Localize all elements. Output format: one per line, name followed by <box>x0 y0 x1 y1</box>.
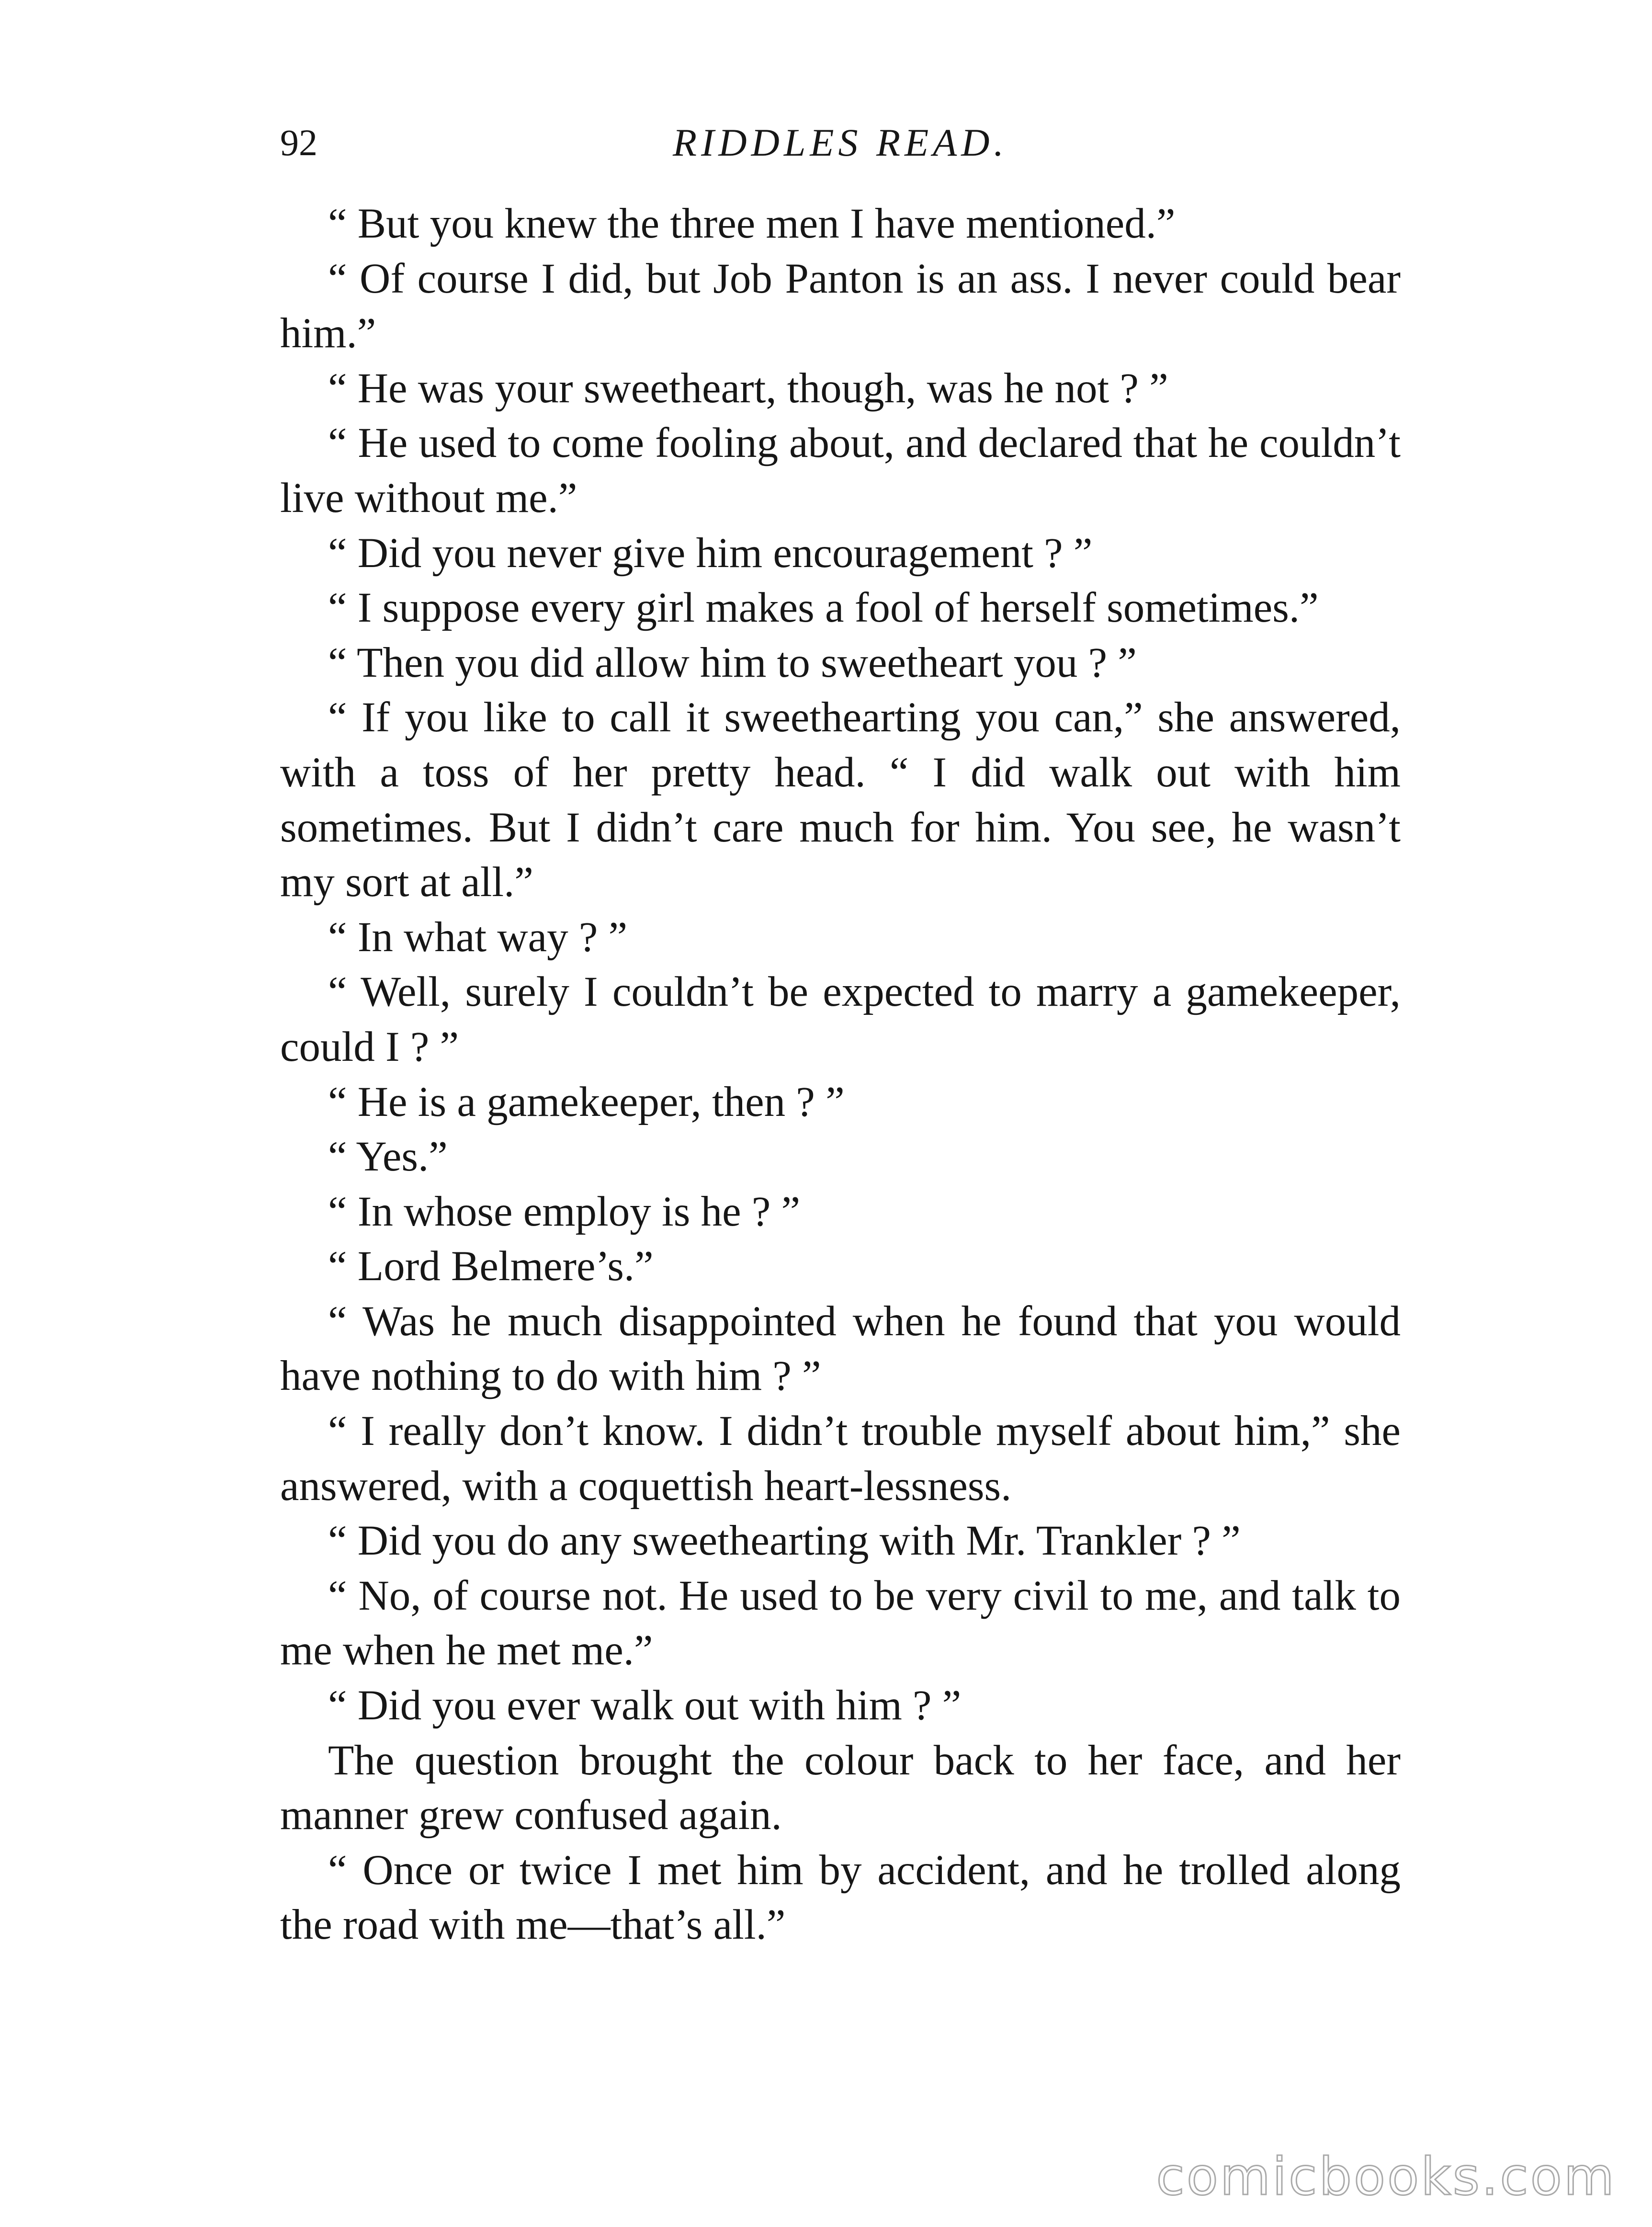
running-title: RIDDLES READ. <box>672 121 1008 164</box>
paragraph: “ I suppose every girl makes a fool of herself sometimes.” <box>328 584 1319 632</box>
paragraph: “ Yes.” <box>328 1133 448 1181</box>
paragraph: “ Did you do any sweethearting with Mr. Trankler ? ” <box>328 1517 1241 1565</box>
paragraph: “ No, of course not. He used to be very civil to me, and talk to me when he met me.” <box>280 1572 1401 1674</box>
paragraph: “ Well, surely I couldn’t be expected to marry a gamekeeper, could I ? ” <box>280 968 1401 1070</box>
paragraph: “ Lord Belmere’s.” <box>328 1243 654 1290</box>
paragraph: “ Then you did allow him to sweetheart you ? ” <box>328 639 1137 686</box>
paragraph: “ Of course I did, but Job Panton is an ass. I never could bear him.” <box>280 255 1401 357</box>
paragraph: “ In whose employ is he ? ” <box>328 1188 801 1235</box>
paragraph: “ Was he much disappointed when he found that you would have nothing to do with him ? ” <box>280 1297 1401 1400</box>
paragraph: “ If you like to call it sweethearting you can,” she answered, with a toss of her pretty head. “ I did walk out with him sometimes. But I didn’t care much for him. You see, he wasn’t my sort at all.” <box>280 694 1401 906</box>
paragraph: “ But you knew the three men I have mentioned.” <box>328 200 1176 247</box>
page-body <box>280 196 1401 1953</box>
paragraph: “ In what way ? ” <box>328 913 628 961</box>
paragraph: “ He used to come fooling about, and declared that he couldn’t live without me.” <box>280 420 1401 522</box>
paragraph: The question brought the colour back to her face, and her manner grew confused again. <box>280 1737 1401 1839</box>
paragraph: “ I really don’t know. I didn’t trouble myself about him,” she answered, with a coquettish heart-lessness. <box>280 1408 1401 1510</box>
paragraph: “ Did you never give him encouragement ? ” <box>328 529 1093 577</box>
page-header <box>280 114 1401 171</box>
watermark: comicbooks.com <box>1156 2147 1616 2207</box>
paragraph: “ He is a gamekeeper, then ? ” <box>328 1078 845 1125</box>
page-number: 92 <box>280 122 317 163</box>
paragraph: “ Once or twice I met him by accident, and he trolled along the road with me—that’s all.” <box>280 1846 1401 1949</box>
paragraph: “ Did you ever walk out with him ? ” <box>328 1682 962 1729</box>
paragraph: “ He was your sweetheart, though, was he not ? ” <box>328 364 1168 412</box>
